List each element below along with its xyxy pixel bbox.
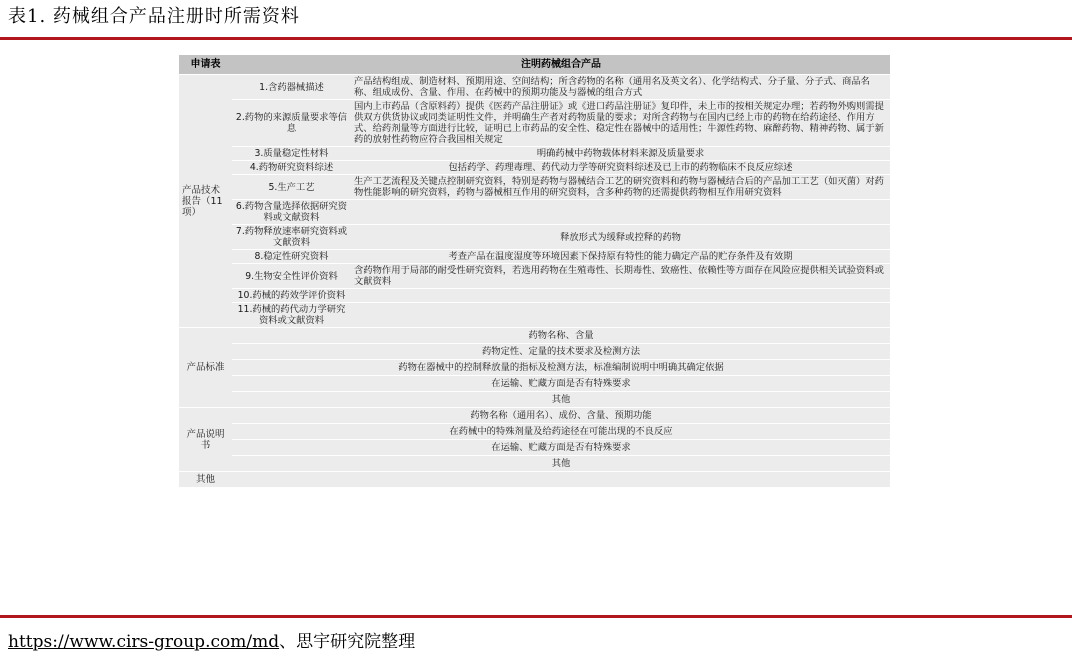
item-name: 5.生产工艺 <box>232 175 351 199</box>
table-row <box>179 440 890 455</box>
table-row <box>179 225 890 249</box>
item-description: 生产工艺流程及关键点控制研究资料，特别是药物与器械结合工艺的研究资料和药物与器械结合后的产品加工工艺（如灭菌）对药物性能影响的研究资料，药物与器械相互作用的研究资料，含多种药物的还需提供药物相互作用研究资料 <box>351 175 890 199</box>
item-description <box>351 200 890 224</box>
header-row <box>179 55 890 74</box>
table-row <box>179 303 890 327</box>
table-row <box>179 344 890 359</box>
item-name: 4.药物研究资料综述 <box>232 161 351 174</box>
manual-requirement: 在运输、贮藏方面是否有特殊要求 <box>232 440 890 455</box>
bottom-divider <box>0 615 1072 618</box>
table-row <box>179 424 890 439</box>
item-name: 10.药械的药效学评价资料 <box>232 289 351 302</box>
table-row <box>179 264 890 288</box>
manual-requirement: 药物名称（通用名）、成份、含量、预期功能 <box>232 408 890 423</box>
table-row <box>179 175 890 199</box>
source-suffix: 、思宇研究院整理 <box>279 632 416 652</box>
table-row <box>179 250 890 263</box>
item-name: 8.稳定性研究资料 <box>232 250 351 263</box>
item-description: 含药物作用于局部的耐受性研究资料，若选用药物在生殖毒性、长期毒性、致癌性、依赖性等方面存在风险应提供相关试验资料或文献资料 <box>351 264 890 288</box>
item-name: 1.含药器械描述 <box>232 75 351 99</box>
table-caption: 表1. 药械组合产品注册时所需资料 <box>8 6 300 27</box>
table-row <box>179 200 890 224</box>
source-note <box>8 630 415 654</box>
item-name: 9.生物安全性评价资料 <box>232 264 351 288</box>
standard-requirement: 在运输、贮藏方面是否有特殊要求 <box>232 376 890 391</box>
item-description: 考查产品在温度湿度等环境因素下保持原有特性的能力确定产品的贮存条件及有效期 <box>351 250 890 263</box>
item-name: 3.质量稳定性材料 <box>232 147 351 160</box>
standard-requirement: 药物定性、定量的技术要求及检测方法 <box>232 344 890 359</box>
source-link[interactable]: https://www.cirs-group.com/md <box>8 632 280 652</box>
manual-requirement: 在药械中的特殊剂量及给药途径在可能出现的不良反应 <box>232 424 890 439</box>
item-description <box>351 303 890 327</box>
header-combination-product: 注明药械组合产品 <box>232 55 890 74</box>
table-row <box>179 328 890 343</box>
category-other: 其他 <box>179 472 232 487</box>
standard-requirement: 药物名称、含量 <box>232 328 890 343</box>
item-name: 7.药物释放速率研究资料或文献资料 <box>232 225 351 249</box>
item-description: 产品结构组成、制造材料、预期用途、空间结构；所含药物的名称（通用名及英文名）、化学结构式、分子量、分子式、商品名称、组成成份、含量、作用、在药械中的预期功能及与器械的组合方式 <box>351 75 890 99</box>
table-row <box>179 75 890 99</box>
table-row <box>179 161 890 174</box>
table-row <box>179 289 890 302</box>
table-row <box>179 392 890 407</box>
item-description: 明确药械中药物载体材料来源及质量要求 <box>351 147 890 160</box>
table-row <box>179 456 890 471</box>
table-row <box>179 376 890 391</box>
manual-requirement: 其他 <box>232 456 890 471</box>
table-row <box>179 100 890 146</box>
category-product-standard: 产品标准 <box>179 328 232 407</box>
category-technical-report: 产品技术报告（11项） <box>179 75 232 327</box>
standard-requirement: 其他 <box>232 392 890 407</box>
item-name: 2.药物的来源质量要求等信息 <box>232 100 351 146</box>
table-row <box>179 472 890 487</box>
item-description <box>351 289 890 302</box>
table-row <box>179 147 890 160</box>
table-row <box>179 360 890 375</box>
item-name: 11.药械的药代动力学研究资料或文献资料 <box>232 303 351 327</box>
table-row <box>179 408 890 423</box>
header-application-form: 申请表 <box>179 55 232 74</box>
other-requirement <box>232 472 890 487</box>
item-description: 包括药学、药理毒理、药代动力学等研究资料综述及已上市的药物临床不良反应综述 <box>351 161 890 174</box>
category-product-manual: 产品说明书 <box>179 408 232 471</box>
item-description: 释放形式为缓释或控释的药物 <box>351 225 890 249</box>
top-divider <box>0 37 1072 40</box>
requirements-table <box>179 54 890 488</box>
standard-requirement: 药物在器械中的控制释放量的指标及检测方法，标准编制说明中明确其确定依据 <box>232 360 890 375</box>
item-description: 国内上市药品（含原料药）提供《医药产品注册证》或《进口药品注册证》复印件，未上市的按相关规定办理；若药物外购则需提供双方供货协议或同类证明性文件，并明确生产者对药物质量的要求；对所含药物与在国内已经上市的药物在给药途径、作用方式、给药剂量等方面进行比较，证明已上市药品的安全性、稳定性在器械中的适用性；牛源性药物、麻醉药物、精神药物、属于新药的放射性药物应符合我国相关规定 <box>351 100 890 146</box>
item-name: 6.药物含量选择依据研究资料或文献资料 <box>232 200 351 224</box>
